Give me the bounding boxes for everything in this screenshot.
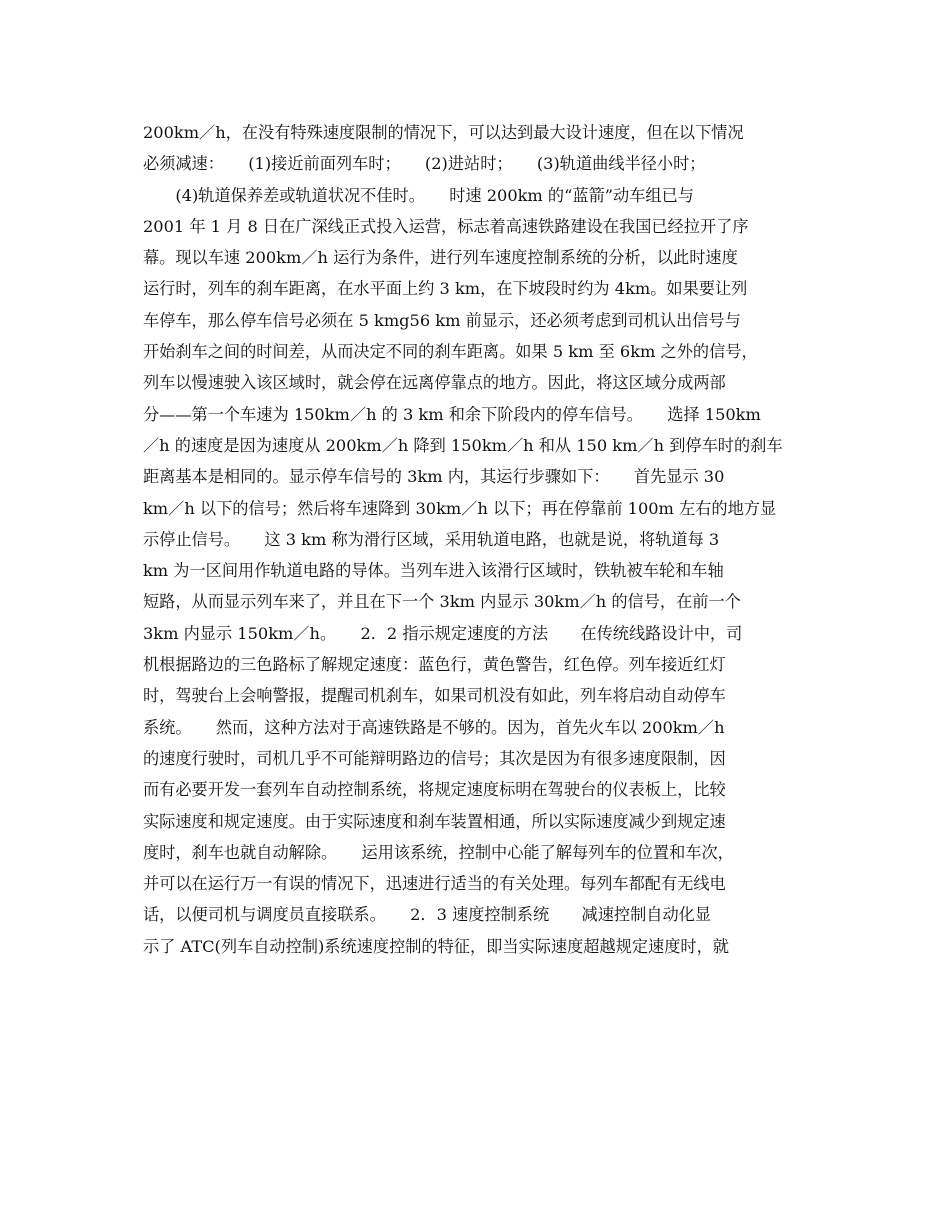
text-line: 并可以在运行万一有误的情况下，迅速进行适当的有关处理。每列车都配有无线电 [143, 874, 726, 894]
text-line: 的速度行驶时，司机几乎不可能辩明路边的信号；其次是因为有很多速度限制，因 [143, 748, 726, 768]
text-line: 示停止信号。 这 3 km 称为滑行区域，采用轨道电路，也就是说，将轨道每 3 [143, 529, 720, 549]
text-line: 分——第一个车速为 150km／h 的 3 km 和余下阶段内的停车信号。 选择 150km [143, 404, 761, 424]
body-text [143, 117, 811, 962]
text-line: 时，驾驶台上会响警报，提醒司机刹车，如果司机没有如此，列车将启动自动停车 [143, 686, 726, 706]
text-line: 而有必要开发一套列车自动控制系统，将规定速度标明在驾驶台的仪表板上，比较 [143, 780, 726, 800]
text-line: 车停车，那么停车信号必须在 5 kmg56 km 前显示，还必须考虑到司机认出信号与 [143, 310, 741, 330]
text-line: 幕。现以车速 200km／h 运行为条件，进行列车速度控制系统的分析，以此时速度 [143, 248, 738, 268]
text-line: (4)轨道保养差或轨道状况不佳时。 时速 200km 的“蓝箭”动车组已与 [143, 185, 694, 205]
text-line: 必须减速： (1)接近前面列车时； (2)进站时； (3)轨道曲线半径小时； [143, 154, 706, 174]
text-line: ／h 的速度是因为速度从 200km／h 降到 150km／h 和从 150 km／h 到停车时的刹车 [143, 435, 783, 455]
text-line: 列车以慢速驶入该区域时，就会停在远离停靠点的地方。因此，将这区域分成两部 [143, 373, 726, 393]
text-line: 实际速度和规定速度。由于实际速度和刹车装置相通，所以实际速度减少到规定速 [143, 811, 726, 831]
text-line: km 为一区间用作轨道电路的导体。当列车进入该滑行区域时，铁轨被车轮和车轴 [143, 561, 724, 581]
text-line: 话，以便司机与调度员直接联系。 2．3 速度控制系统 减速控制自动化显 [143, 905, 712, 925]
text-line: 运行时，列车的刹车距离，在水平面上约 3 km，在下坡段时约为 4km。如果要让列 [143, 279, 748, 299]
text-line: 2001 年 1 月 8 日在广深线正式投入运营，标志着高速铁路建设在我国已经拉开了序 [143, 216, 749, 236]
text-line: 示了 ATC(列车自动控制)系统速度控制的特征，即当实际速度超越规定速度时，就 [143, 936, 729, 956]
text-line: 机根据路边的三色路标了解规定速度：蓝色行，黄色警告，红色停。列车接近红灯 [143, 655, 726, 675]
text-line: km／h 以下的信号；然后将车速降到 30km／h 以下；再在停靠前 100m 左右的地方显 [143, 498, 777, 518]
text-line: 系统。 然而，这种方法对于高速铁路是不够的。因为，首先火车以 200km／h [143, 717, 725, 737]
text-line: 开始刹车之间的时间差，从而决定不同的刹车距离。如果 5 km 至 6km 之外的信号， [143, 342, 758, 362]
text-line: 度时，刹车也就自动解除。 运用该系统，控制中心能了解每列车的位置和车次， [143, 842, 734, 862]
text-line: 短路，从而显示列车来了，并且在下一个 3km 内显示 30km／h 的信号，在前一个 [143, 592, 741, 612]
text-line: 3km 内显示 150km／h。 2．2 指示规定速度的方法 在传统线路设计中，司 [143, 623, 743, 643]
text-line: 200km／h，在没有特殊速度限制的情况下，可以达到最大设计速度，但在以下情况 [143, 123, 744, 142]
text-line: 距离基本是相同的。显示停车信号的 3km 内，其运行步骤如下： 首先显示 30 [143, 467, 725, 487]
